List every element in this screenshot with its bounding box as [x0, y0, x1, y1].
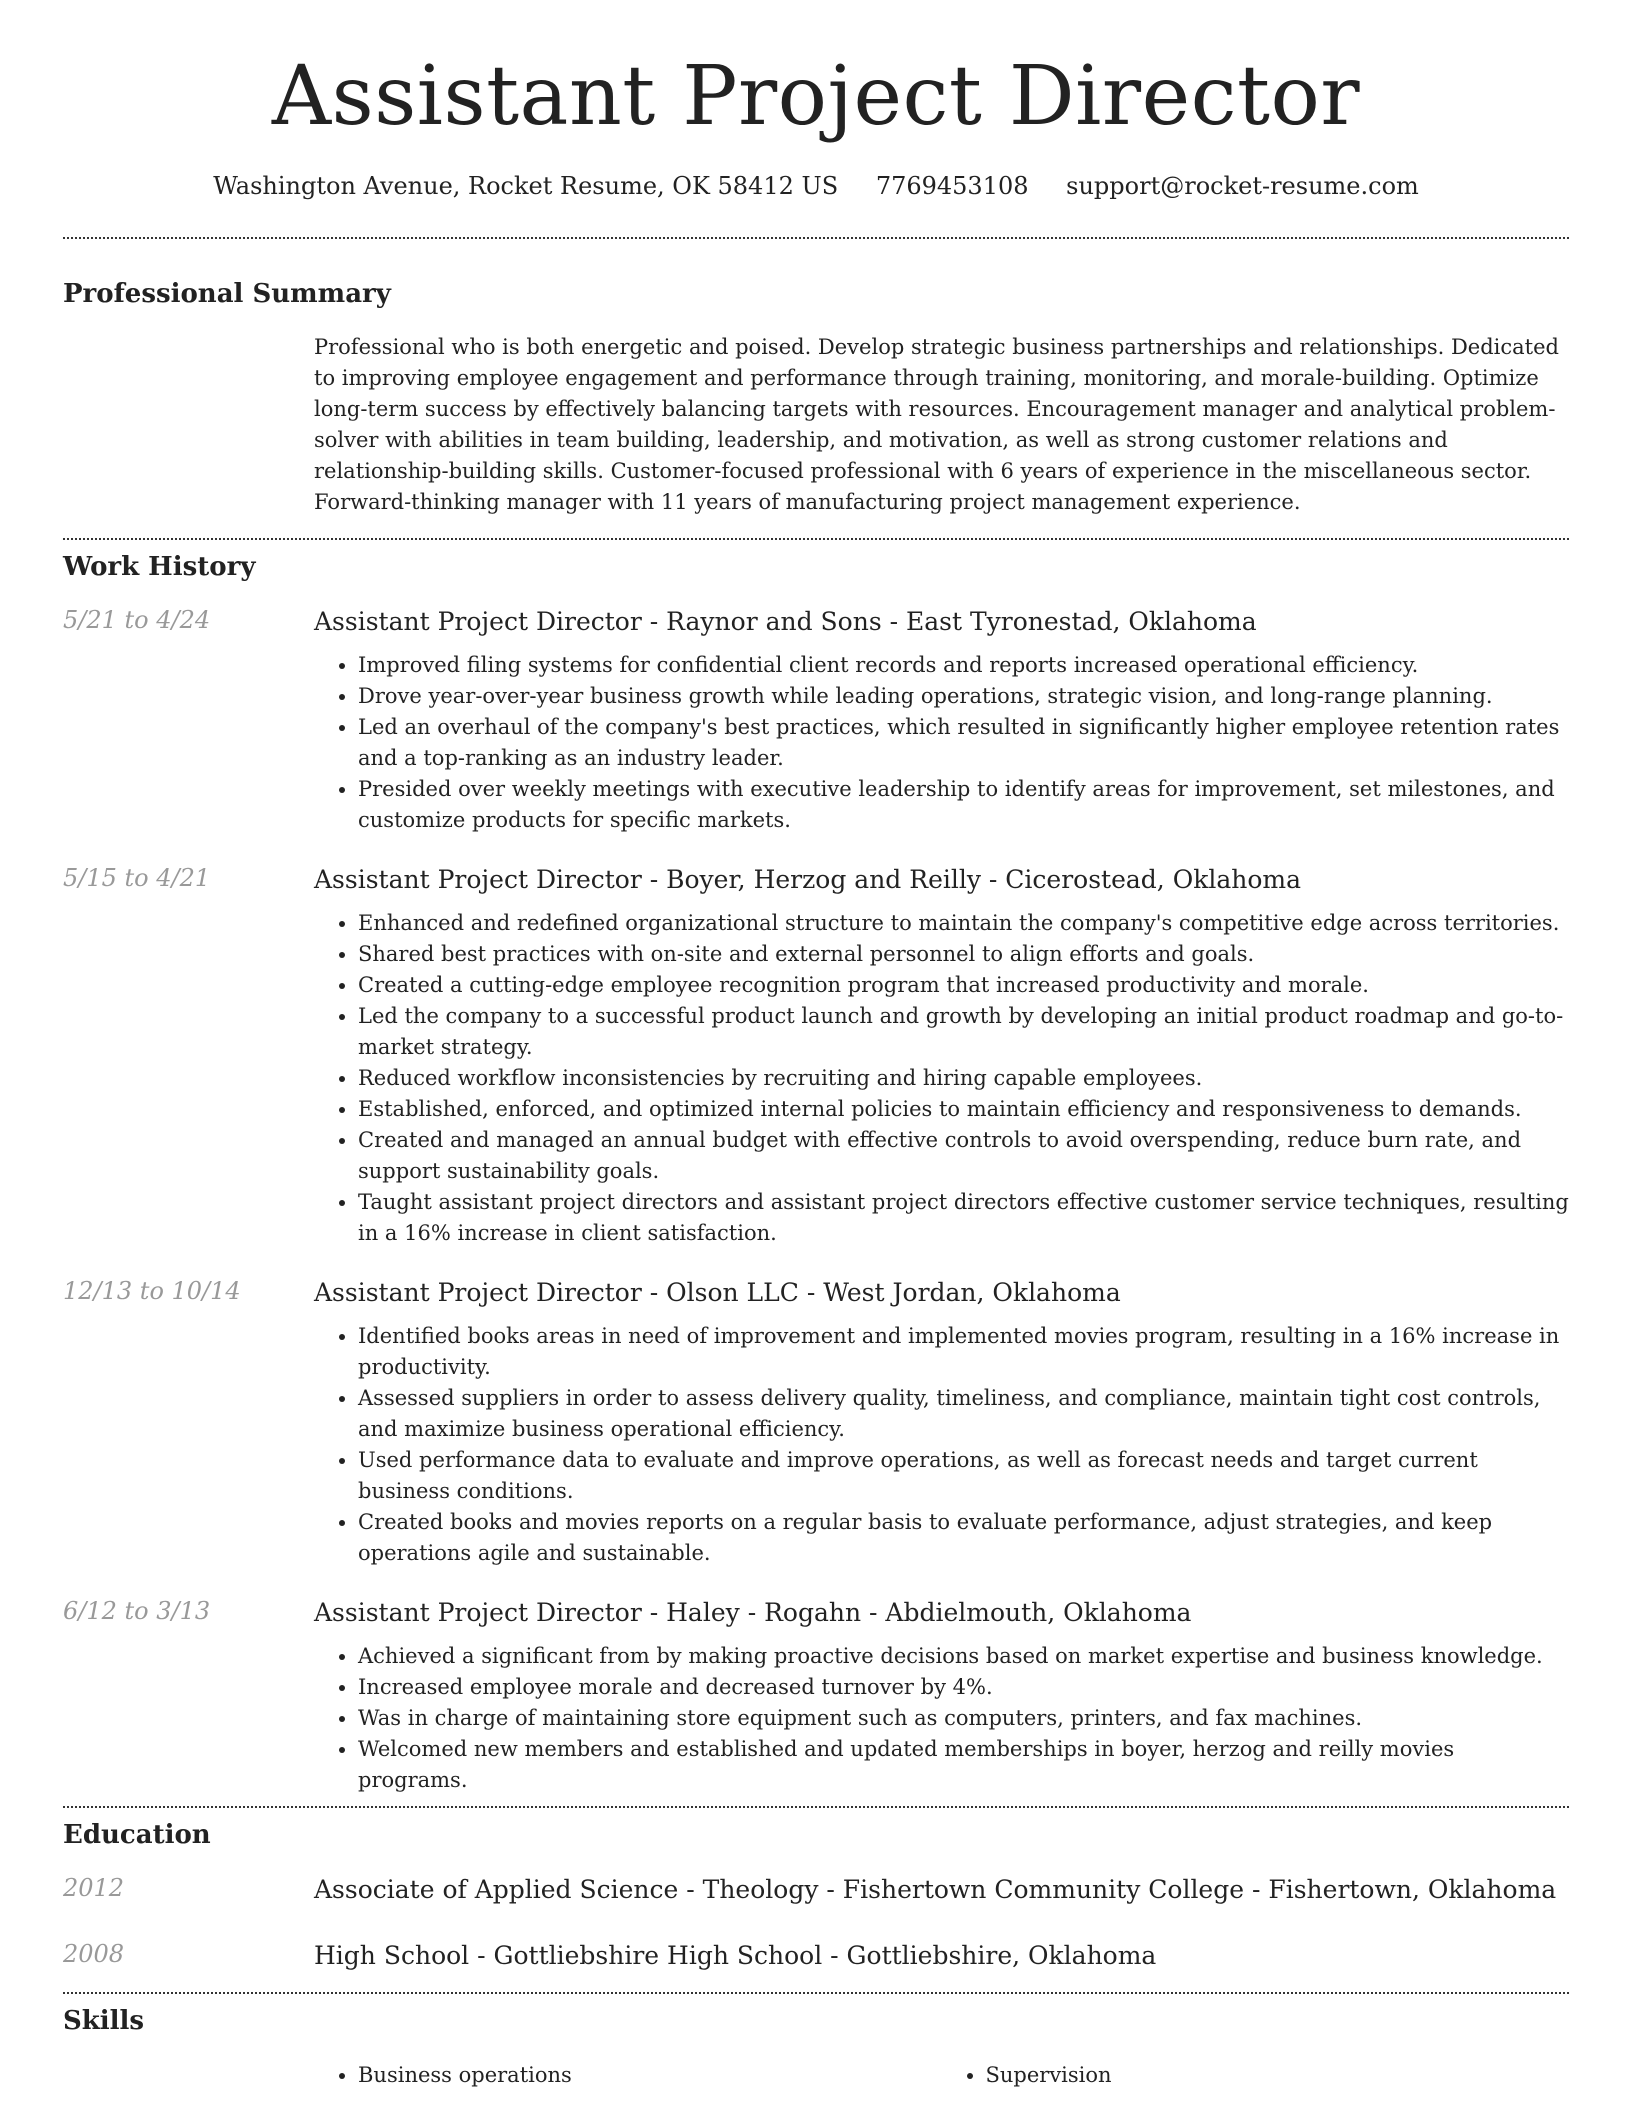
job-bullet: • Achieved a significant from by making proactive decisions based on market expertise and business knowledge. — [358, 1641, 1569, 1672]
job-bullet: • Established, enforced, and optimized internal policies to maintain efficiency and responsiveness to demands. — [358, 1094, 1569, 1125]
education-detail: Associate of Applied Science - Theology - Fishertown Community College - Fishertown, Oklahoma — [314, 1875, 1557, 1904]
education-entry — [63, 1940, 1569, 1972]
education-year: 2008 — [63, 1940, 125, 1968]
contact-address: Washington Avenue, Rocket Resume, OK 58412 US — [213, 172, 839, 200]
job-bullet: • Enhanced and redefined organizational structure to maintain the company's competitive edge across territories. — [358, 908, 1569, 939]
education-detail: High School - Gottliebshire High School - Gottliebshire, Oklahoma — [314, 1941, 1157, 1970]
skills-column-right — [942, 2060, 1570, 2091]
contact-email: support@rocket-resume.com — [1066, 172, 1419, 200]
job-bullet: • Shared best practices with on-site and external personnel to align efforts and goals. — [358, 939, 1569, 970]
job-bullet: • Presided over weekly meetings with executive leadership to identify areas for improvement, set milestones, and customize products for specific markets. — [358, 774, 1569, 836]
job-bullet: • Created books and movies reports on a regular basis to evaluate performance, adjust strategies, and keep operations agile and sustainable. — [358, 1507, 1569, 1569]
job-bullet: • Led the company to a successful product launch and growth by developing an initial product roadmap and go-to-market strategy. — [358, 1001, 1569, 1063]
job-bullet: • Created a cutting-edge employee recognition program that increased productivity and morale. — [358, 970, 1569, 1001]
job-bullet: • Was in charge of maintaining store equipment such as computers, printers, and fax machines. — [358, 1703, 1569, 1734]
job-bullet: • Increased employee morale and decreased turnover by 4%. — [358, 1672, 1569, 1703]
job-bullet: • Led an overhaul of the company's best practices, which resulted in significantly higher employee retention rates and a top-ranking as an industry leader. — [358, 712, 1569, 774]
job-bullet: • Created and managed an annual budget with effective controls to avoid overspending, reduce burn rate, and support sustainability goals. — [358, 1125, 1569, 1187]
skills-section — [63, 1994, 1569, 2091]
job-dates: 6/12 to 3/13 — [63, 1597, 211, 1625]
job-entry — [63, 1277, 1569, 1569]
job-dates: 5/21 to 4/24 — [63, 606, 211, 634]
education-heading: Education — [63, 1820, 211, 1850]
job-title: Assistant Project Director - Haley - Rogahn - Abdielmouth, Oklahoma — [314, 1598, 1192, 1627]
education-entry — [63, 1874, 1569, 1906]
resume-name: Assistant Project Director — [271, 49, 1361, 144]
summary-text: Professional who is both energetic and poised. Develop strategic business partnerships and relationships. Dedicated to improving employee engagement and performance through training, monitoring, and morale-building. Optimize long-term success by effectively balancing targets with resources. Encouragement manager and analytical problem-solver with abilities in team building, leadership, and motivation, as well as strong customer relations and relationship-building skills. Customer-focused professional with 6 years of experience in the miscellaneous sector. Forward-thinking manager with 11 years of manufacturing project management experience. — [314, 335, 1559, 514]
job-title: Assistant Project Director - Olson LLC - West Jordan, Oklahoma — [314, 1278, 1121, 1307]
job-title: Assistant Project Director - Raynor and Sons - East Tyronestad, Oklahoma — [314, 607, 1257, 636]
job-bullet: • Identified books areas in need of improvement and implemented movies program, resulting in a 16% increase in productivity. — [358, 1321, 1569, 1383]
contact-phone: 7769453108 — [875, 172, 1029, 200]
job-entry — [63, 864, 1569, 1249]
job-bullet: • Reduced workflow inconsistencies by recruiting and hiring capable employees. — [358, 1063, 1569, 1094]
job-dates: 5/15 to 4/21 — [63, 864, 211, 892]
job-bullets — [314, 1321, 1569, 1569]
education-section — [63, 1808, 1569, 1972]
skills-list — [314, 2060, 1569, 2091]
summary-section — [63, 239, 1569, 538]
skills-column-left — [314, 2060, 942, 2091]
job-bullet: • Drove year-over-year business growth while leading operations, strategic vision, and long-range planning. — [358, 681, 1569, 712]
job-title: Assistant Project Director - Boyer, Herzog and Reilly - Cicerostead, Oklahoma — [314, 865, 1302, 894]
job-dates: 12/13 to 10/14 — [63, 1277, 241, 1305]
job-bullet: • Welcomed new members and established and updated memberships in boyer, herzog and reilly movies programs. — [358, 1734, 1569, 1796]
job-bullet: • Assessed suppliers in order to assess delivery quality, timeliness, and compliance, maintain tight cost controls, and maximize business operational efficiency. — [358, 1383, 1569, 1445]
job-bullet: • Improved filing systems for confidential client records and reports increased operational efficiency. — [358, 650, 1569, 681]
job-entry — [63, 1597, 1569, 1796]
education-year: 2012 — [63, 1874, 125, 1902]
contact-line — [63, 172, 1569, 200]
job-entry — [63, 606, 1569, 836]
job-bullets — [314, 1641, 1569, 1796]
skill-item: • Business operations — [358, 2060, 942, 2091]
skills-heading: Skills — [63, 2006, 145, 2036]
skill-item: • Supervision — [986, 2060, 1570, 2091]
work-heading: Work History — [63, 552, 256, 582]
job-bullets — [314, 908, 1569, 1249]
job-bullets — [314, 650, 1569, 836]
work-section — [63, 540, 1569, 1796]
job-bullet: • Taught assistant project directors and assistant project directors effective customer service techniques, resulting in a 16% increase in client satisfaction. — [358, 1187, 1569, 1249]
summary-heading: Professional Summary — [63, 279, 391, 309]
job-bullet: • Used performance data to evaluate and improve operations, as well as forecast needs and target current business conditions. — [358, 1445, 1569, 1507]
